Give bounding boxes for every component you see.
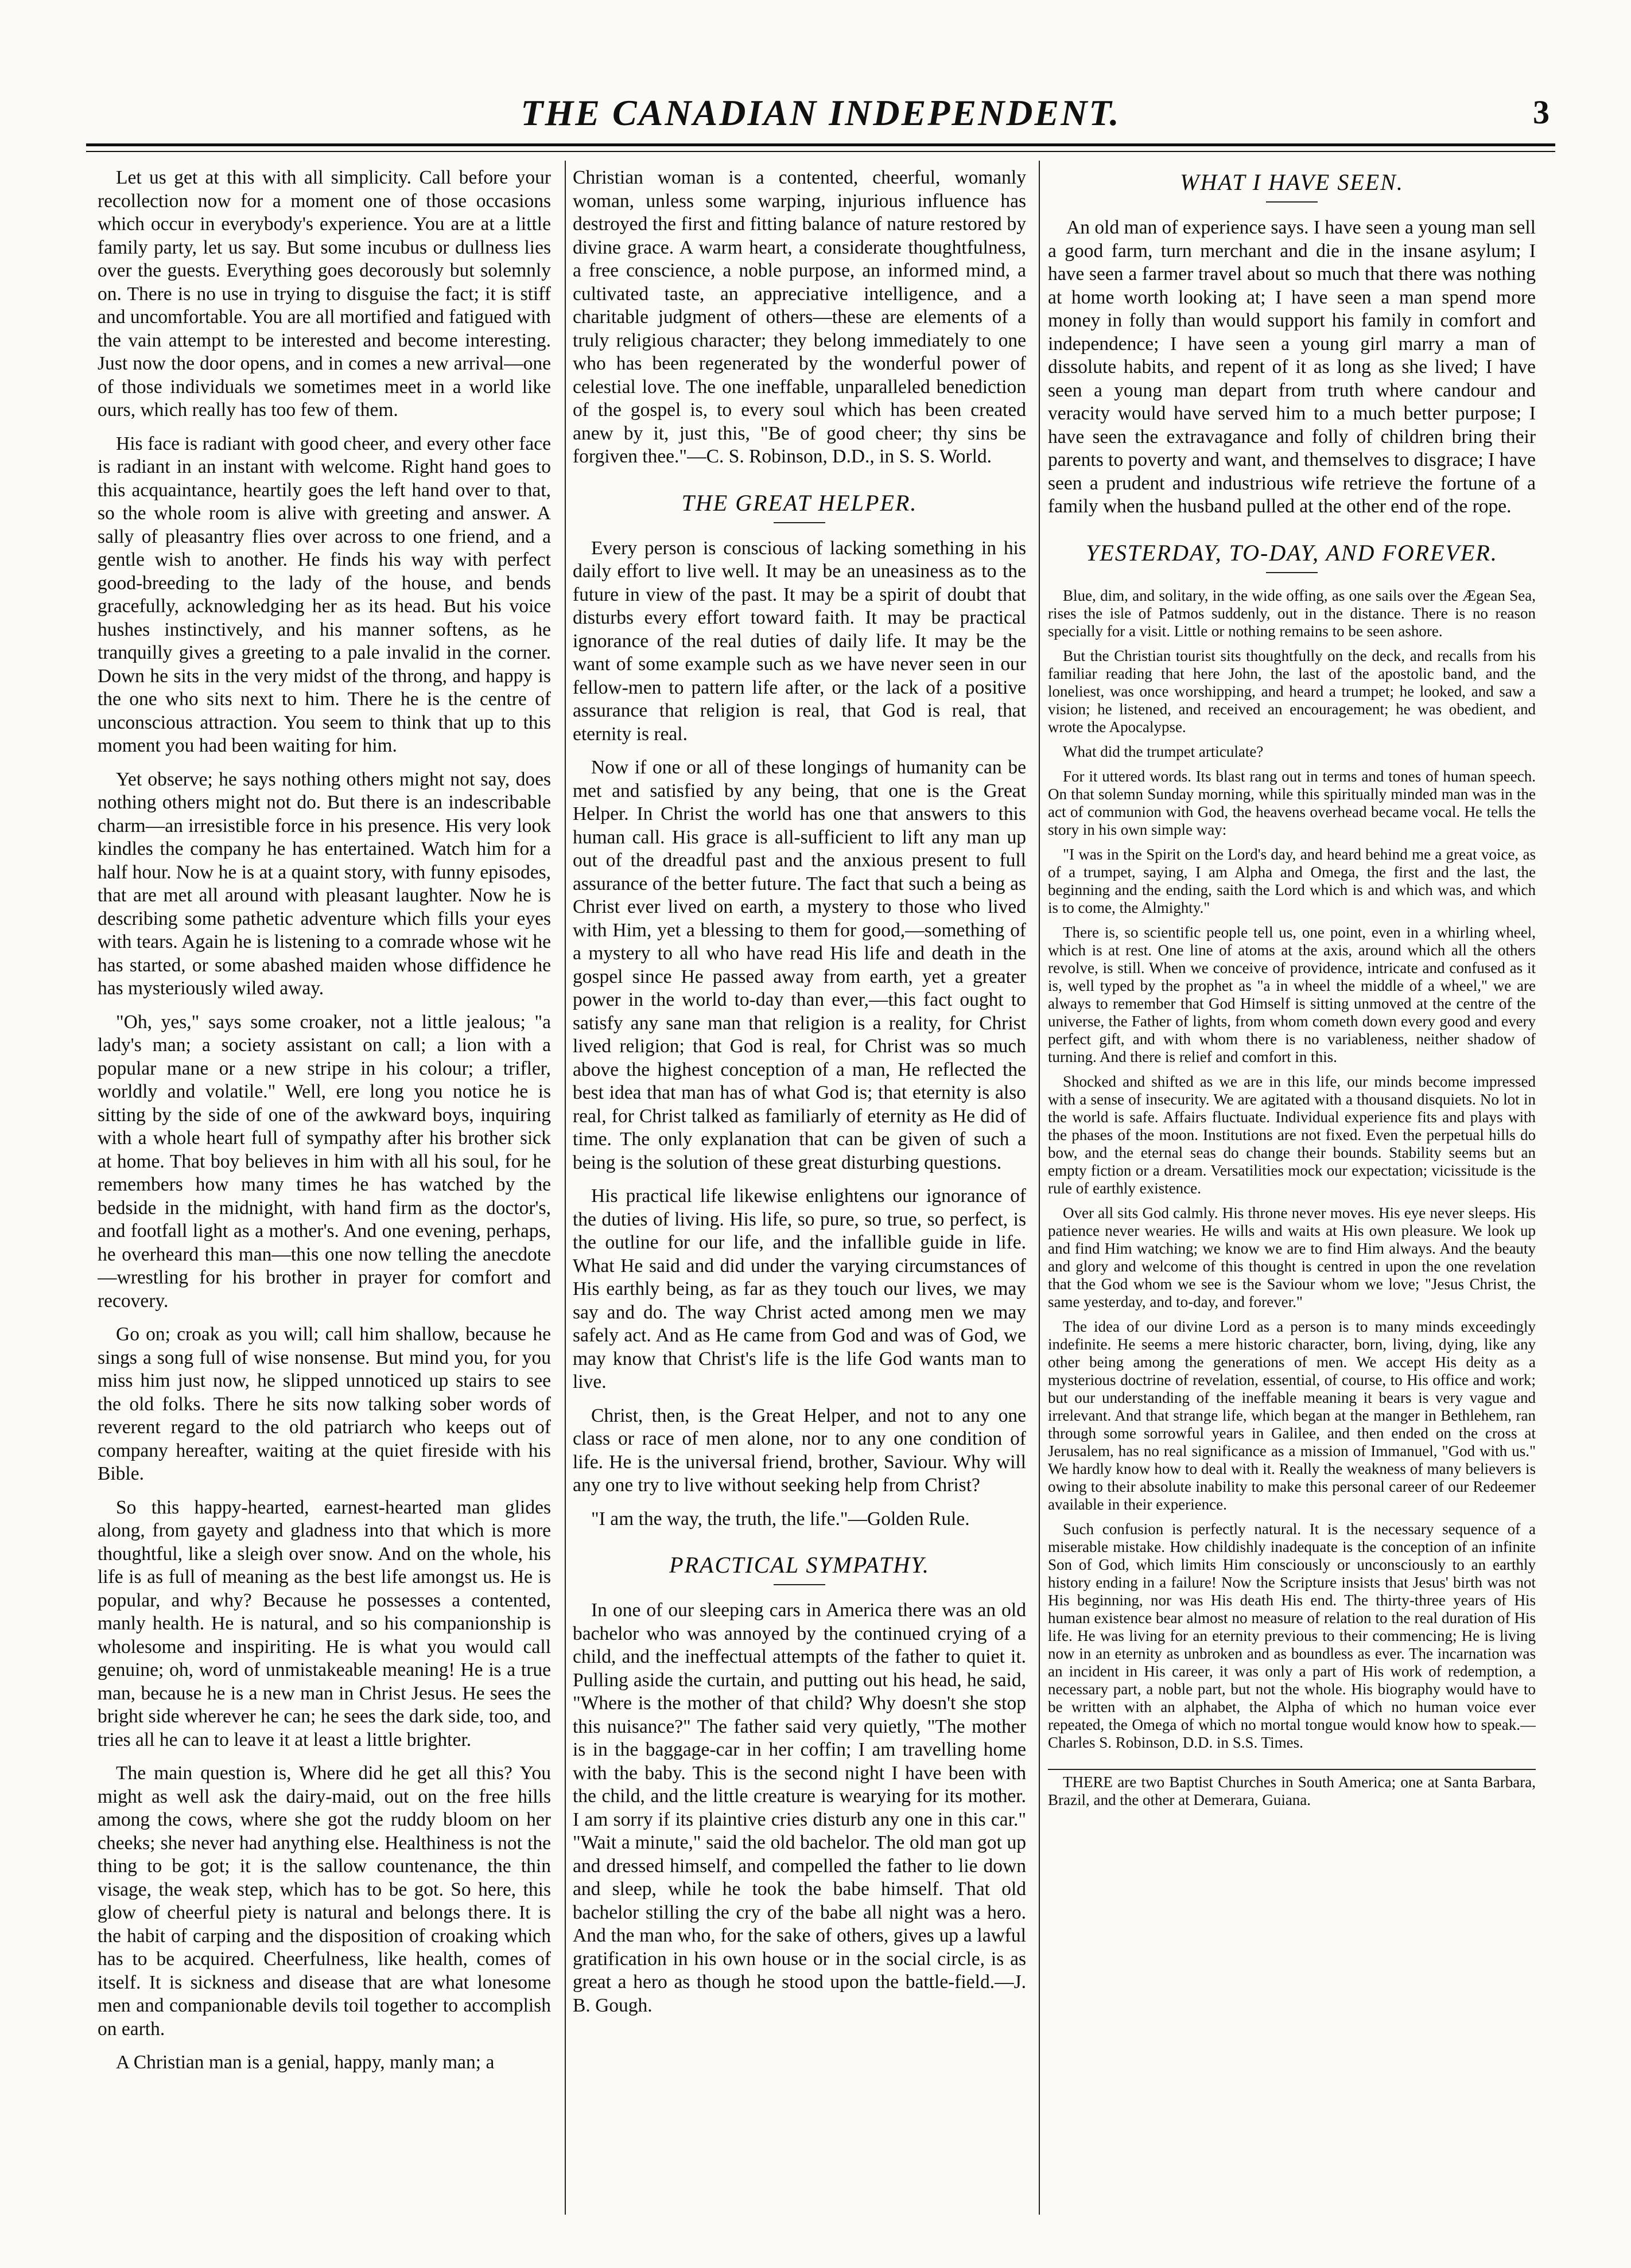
paragraph: Such confusion is perfectly natural. It is the necessary sequence of a miserable mistake. How childishly inadequate is the conception of an infinite Son of God, which limits Him consciously or unconsciously to an earthly history ending in a failure! Now the Scripture insists that Jesus' birth was not His beginning, nor was His death His end. The thirty-three years of His human existence bear almost no measure of relation to the real duration of His life. He was living for an eternity previous to their commencing; He is living now in an eternity as unbroken and as boundless as ever. The incarnation was an incident in His career, it was only a part of His work of redemption, a necessary part, a noble part, but not the whole. His biography would have to be written with an alphabet, the Alpha of which no human voice ever repeated, the Omega of which no mortal tongue would know how to speak.—Charles S. Robinson, D.D. in S.S. Times. (1048, 1520, 1536, 1751)
paragraph: The main question is, Where did he get all this? You might as well ask the dairy-maid, out on the free hills among the cows, where she got the ruddy bloom on her cheeks; she never had anything else. Healthiness is not the thing to be got; it is the sallow countenance, the thin visage, the weak step, which has to be got. So here, this glow of cheerful piety is natural and belongs there. It is the habit of carping and the disposition of croaking which has to be acquired. Cheerfulness, like health, comes of itself. It is sickness and disease that are what lonesome men and companionable devils toil together to accomplish on earth. (98, 1763, 551, 2040)
paragraph: Over all sits God calmly. His throne never moves. His eye never sleeps. His patience never wearies. He wills and waits at His own pleasure. We look up and find Him watching; we know we are to find Him always. And the beauty and glory and welcome of this thought is centred in upon the one revelation that the God whom we see is the Saviour whom we love; "Jesus Christ, the same yesterday, and to-day, and forever." (1048, 1204, 1536, 1310)
section-rule (1048, 1769, 1536, 1770)
column-middle (573, 166, 1026, 2209)
paragraph: Shocked and shifted as we are in this life, our minds become impressed with a sense of insecurity. We are agitated with a thousand disquiets. No lot in the world is safe. Affairs fluctuate. Individual experience fits and plays with the phases of the moon. Institutions are not fixed. Even the perpetual hills do bow, and the eternal seas do change their bounds. Stability seems but an empty fiction or a dream. Versatilities mock our expectation; vicissitude is the rule of earthly existence. (1048, 1072, 1536, 1197)
paragraph: Let us get at this with all simplicity. Call before your recollection now for a moment one of those occasions which occur in everybody's experience. You are at a little family party, let us say. But some incubus or dullness lies over the guests. Everything goes decorously but solemnly on. There is no use in trying to disguise the fact; it is stiff and uncomfortable. You are all mortified and fatigued with the vain attempt to be interested and become interesting. Just now the door opens, and in comes a new arrival—one of those individuals we sometimes meet in a world like ours, which really has too few of them. (98, 167, 551, 421)
paragraph: Go on; croak as you will; call him shallow, because he sings a song full of wise nonsense. But mind you, for you miss him just now, he slipped unnoticed up stairs to see the old folks. There he sits now talking sober words of reverent regard to the old patriarch who keeps out of company hereafter, waiting at the quiet fireside with his Bible. (98, 1324, 551, 1484)
paragraph: "I am the way, the truth, the life."—Golden Rule. (591, 1508, 970, 1530)
paragraph: The idea of our divine Lord as a person is to many minds exceedingly indefinite. He seems a mere historic character, born, living, dying, like any other being among the generations of men. We accept His deity as a mysterious doctrine of revelation, essential, of course, to His office and work; but our understanding of the ineffable meaning it bears is very vague and irrelevant. And that strange life, which began at the manger in Bethlehem, ran through some sorrowful years in Galilee, and then ended on the cross at Jerusalem, has no real significance as a mission of Immanuel, "God with us." We hardly know how to deal with it. Really the weakness of many believers is owing to their absolute inability to make this personal career of our Redeemer available in their experience. (1048, 1317, 1536, 1513)
paragraph: But the Christian tourist sits thoughtfully on the deck, and recalls from his familiar reading that here John, the last of the apostolic band, and the loneliest, was once worshipping, and heard a trumpet; he looked, and saw a vision; he listened, and received an encouragement; he was obedient, and wrote the Apocalypse. (1048, 647, 1536, 736)
masthead-rule (86, 143, 1555, 152)
paragraph: An old man of experience says. I have seen a young man sell a good farm, turn merchant and die in the insane asylum; I have seen a farmer travel about so much that there was nothing at home worth looking at; I have seen a man spend more money in folly than would support his family in comfort and independence; I have seen a young girl marry a man of dissolute habits, and repent of it as long as she lived; I have seen a young man depart from truth where candour and veracity would have served him to a much better purpose; I have seen the extravagance and folly of children bring their parents to poverty and want, and themselves to disgrace; I have seen a prudent and industrious wife retrieve the fortune of a family when the husband pulled at the other end of the rope. (1048, 217, 1536, 517)
paragraph: In one of our sleeping cars in America there was an old bachelor who was annoyed by the continued crying of a child, and the ineffectual attempts of the father to quiet it. Pulling aside the curtain, and putting out his head, he said, "Where is the mother of that child? Why doesn't she stop this nuisance?" The father said very quietly, "The mother is in the baggage-car in her coffin; I am travelling home with the baby. This is the second night I have been with the child, and the little creature is wearying for its mother. I am sorry if its plaintive cries disturb any one in this car." "Wait a minute," said the old bachelor. The old man got up and dressed himself, and compelled the father to lie down and sleep, while he took the babe himself. That old bachelor stilling the cry of the babe all night was a hero. And the man who, for the sake of others, gives up a lawful gratification in his own house or in the social circle, is as great a hero as though he stood upon the battle-field.—J. B. Gough. (573, 1600, 1026, 2016)
article-heading: PRACTICAL SYMPATHY. (669, 1552, 930, 1578)
article-heading: YESTERDAY, TO-DAY, AND FOREVER. (1086, 539, 1498, 566)
paper-title: THE CANADIAN INDEPENDENT. (521, 92, 1121, 133)
column-right (1048, 166, 1536, 2209)
article-heading: THE GREAT HELPER. (681, 489, 918, 516)
heading-rule (774, 522, 825, 523)
paragraph: "I was in the Spirit on the Lord's day, and heard behind me a great voice, as of a trumpet, saying, I am Alpha and Omega, the first and the last, the beginning and the ending, saith the Lord which is and which was, and which is to come, the Almighty." (1048, 845, 1536, 916)
paragraph: Christian woman is a contented, cheerful, womanly woman, unless some warping, injurious influence has destroyed the first and fitting balance of nature restored by divine grace. A warm heart, a considerate thoughtfulness, a free conscience, a noble purpose, an informed mind, a cultivated taste, an appreciative intelligence, and a charitable judgment of others—these are elements of a truly religious character; they belong immediately to one who has been regenerated by the wonderful power of celestial love. The one ineffable, unparalleled benediction of the gospel is, to every soul which has been created anew by it, just this, "Be of good cheer; thy sins be forgiven thee."—C. S. Robinson, D.D., in S. S. World. (573, 167, 1026, 467)
paragraph: Every person is conscious of lacking something in his daily effort to live well. It may be an uneasiness as to the future in view of the past. It may be a spirit of doubt that disturbs every effort toward faith. It may be practical ignorance of the real duties of daily life. It may be the want of some example such as we have never seen in our fellow-men to pattern life after, or the lack of a positive assurance that religion is real, that God is real, that eternity is real. (573, 537, 1026, 745)
article-heading: WHAT I HAVE SEEN. (1180, 169, 1404, 195)
paragraph: A Christian man is a genial, happy, manly man; a (116, 2052, 495, 2073)
page-number: 3 (1533, 94, 1550, 131)
paragraph: For it uttered words. Its blast rang out in terms and tones of human speech. On that solemn Sunday morning, while this spiritually minded man was in the act of communion with God, the heavens overhead became vocal. He tells the story in his own simple way: (1048, 767, 1536, 838)
paragraph: His face is radiant with good cheer, and every other face is radiant in an instant with welcome. Right hand goes to this acquaintance, heartily goes the left hand over to that, so the whole room is alive with greeting and answer. A sally of pleasantry flies over across to one friend, and a gentle wish to another. He finds his way with perfect good-breeding to the lady of the house, and bends gracefully, acknowledging her as its head. But his voice hushes instinctively, and his manner softens, as he tranquilly gives a greeting to a pale invalid in the corner. Down he sits in the very midst of the throng, and happy is the one who sits next to him. There he is the centre of unconscious attraction. You seem to think that up to this moment you had been waiting for him. (98, 433, 551, 756)
paragraph: Now if one or all of these longings of humanity can be met and satisfied by any being, that one is the Great Helper. In Christ the world has one that answers to this human call. His grace is all-sufficient to lift any man up out of the dreadful past and the anxious present to full assurance of the better future. The fact that such a being as Christ ever lived on earth, a mystery to those who lived with Him, yet a blessing to them for good,—something of a mystery to all who have read His life and death in the gospel since He passed away from earth, yet a greater power in the world to-day than ever,—this fact ought to satisfy any sane man that religion is a reality, for Christ lived religion; that God is real, for Christ was so much above the highest conception of a man, He reflected the best idea that man has of what God is; that eternity is also real, for Christ talked as familiarly of eternity as He did of time. The only explanation that can be given of such a being is the solution of these great disturbing questions. (573, 757, 1026, 1173)
paragraph: There is, so scientific people tell us, one point, even in a whirling wheel, which is at rest. One line of atoms at the axis, around which all the others revolve, is still. When we conceive of providence, intricate and confused as it is, well typed by the prophet as "a in wheel the middle of a wheel," we are always to remember that God Himself is sitting unmoved at the centre of the universe, the Father of lights, from whom cometh down every good and every perfect gift, and with whom there is no variableness, neither shadow of turning. And there is relief and comfort in this. (1048, 923, 1536, 1065)
paragraph: What did the trumpet articulate? (1063, 742, 1264, 760)
paragraph: Blue, dim, and solitary, in the wide offing, as one sails over the Ægean Sea, rises the isle of Patmos suddenly, out in the distance. There is no reason specially for a visit. Little or nothing remains to be seen ashore. (1048, 586, 1536, 640)
heading-rule (1266, 201, 1318, 203)
heading-rule (1266, 572, 1318, 573)
heading-rule (774, 1584, 825, 1585)
column-divider (1039, 161, 1040, 2215)
paragraph: Yet observe; he says nothing others might not say, does nothing others might not do. But there is an indescribable charm—an irresistible force in his presence. His very look kindles the company he has entertained. Watch him for a half hour. Now he is at a quaint story, with funny episodes, that are met all around with pleasant laughter. Now he is describing some pathetic adventure which fills your eyes with tears. Again he is listening to a comrade whose wit he has started, or some abashed maiden whose diffidence he has mysteriously wiled away. (98, 768, 551, 999)
paragraph: So this happy-hearted, earnest-hearted man glides along, from gayety and gladness into that which is more thoughtful, like a sleigh over snow. And on the whole, his life is as full of meaning as the best life amongst us. He is popular, and why? Because he possesses a contented, manly health. He is natural, and so his companionship is wholesome and inspiriting. He is what you would call genuine; oh, word of unmistakeable meaning! He is a true man, because he is a new man in Christ Jesus. He sees the bright side wherever he can; he sees the dark side, too, and tries all he can to leave it at least a little brighter. (98, 1496, 551, 1750)
paragraph: His practical life likewise enlightens our ignorance of the duties of living. His life, so pure, so true, so perfect, is the outline for our life, and the infallible guide in life. What He said and did under the varying circumstances of His earthly being, as far as they touch our lives, we may say and do. The way Christ acted among men we may safely act. And as He came from God and was of God, we may know that Christ's life is the life God wants man to live. (573, 1185, 1026, 1392)
paragraph: THERE are two Baptist Churches in South America; one at Santa Barbara, Brazil, and the other at Demerara, Guiana. (1048, 1773, 1536, 1808)
masthead (86, 92, 1555, 138)
paragraph: Christ, then, is the Great Helper, and not to any one class or race of men alone, nor to any one condition of life. He is the universal friend, brother, Saviour. Why will any one try to live without seeking help from Christ? (573, 1405, 1026, 1496)
column-left (98, 166, 551, 2209)
column-divider (565, 161, 566, 2215)
paragraph: "Oh, yes," says some croaker, not a little jealous; "a lady's man; a society assistant on call; a lion with a popular mane or a new stripe in his colour; a trifler, worldly and volatile." Well, ere long you notice he is sitting by the side of one of the awkward boys, inquiring with a whole heart full of sympathy after his brother sick at home. That boy believes in him with all his soul, for he remembers how many times he has watched by the bedside in the midnight, with hand firm as the doctor's, and footfall light as a mother's. And one evening, perhaps, he overheard this man—this one now telling the anecdote—wrestling for his brother in prayer for comfort and recovery. (98, 1011, 551, 1312)
